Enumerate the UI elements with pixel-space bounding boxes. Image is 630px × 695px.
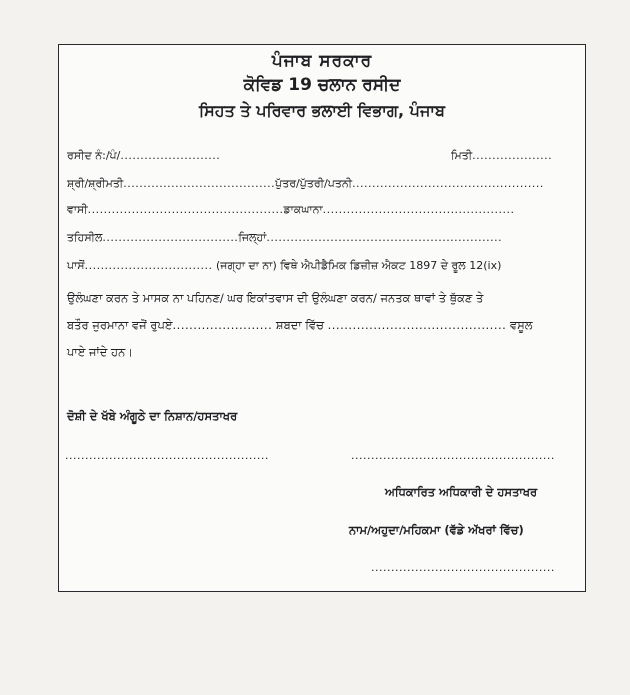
fine-words-blank[interactable]: ........................................... xyxy=(327,318,507,332)
offender-signature-line[interactable]: ................................................... xyxy=(65,449,269,462)
tehsil-row xyxy=(67,231,502,245)
name-row xyxy=(67,177,544,191)
post-office-label: ਡਾਕਘਾਨਾ xyxy=(283,203,323,216)
government-heading: ਪੰਜਾਬ ਸਰਕਾਰ xyxy=(271,51,373,71)
designation-line[interactable]: .............................................. xyxy=(371,561,555,574)
relation-blank[interactable]: ................................................ xyxy=(352,177,544,190)
date-row xyxy=(451,149,552,163)
district-blank[interactable]: ........................................................... xyxy=(266,231,503,244)
tehsil-label: ਤਹਿਸੀਲ xyxy=(67,231,103,244)
name-label: ਸ਼੍ਰੀ/ਸ਼੍ਰੀਮਤੀ xyxy=(67,177,124,190)
officer-signature-label: ਅਧਿਕਾਰਿਤ ਅਧਿਕਾਰੀ ਦੇ ਹਸਤਾਖਰ xyxy=(385,485,538,499)
challan-receipt-form xyxy=(58,44,586,592)
receipt-number-row xyxy=(67,149,220,163)
name-blank[interactable]: ...................................... xyxy=(123,177,276,190)
officer-signature-line[interactable]: ................................................... xyxy=(351,449,555,462)
fine-amount-blank[interactable]: ........................ xyxy=(172,318,273,332)
resident-row xyxy=(67,203,515,217)
fine-row xyxy=(67,312,581,339)
post-office-blank[interactable]: ................................................ xyxy=(322,203,515,216)
receipt-number-blank[interactable]: ......................... xyxy=(120,149,221,162)
closing-text: ਪਾਏ ਜਾਂਦੇ ਹਨ। xyxy=(67,345,134,359)
receipt-title: ਕੋਵਿਡ 19 ਚਲਾਨ ਰਸੀਦ xyxy=(243,75,401,95)
designation-label: ਨਾਮ/ਅਹੁਦਾ/ਮਹਿਕਮਾ (ਵੱਡੇ ਅੱਖਰਾਂ ਵਿੱਚ) xyxy=(349,523,524,537)
fine-label: ਬਤੌਰ ਜੁਰਮਾਨਾ ਵਜੋਂ ਰੁਪਏ xyxy=(67,318,173,332)
violation-paragraph xyxy=(67,285,581,366)
offender-signature-label: ਦੋਸ਼ੀ ਦੇ ਖੱਬੇ ਅੰਗੂਠੇ ਦਾ ਨਿਸ਼ਾਨ/ਹਸਤਾਖਰ xyxy=(67,409,238,423)
act-row xyxy=(67,259,501,273)
received-label: ਵਸੂਲ xyxy=(509,318,533,332)
resident-label: ਵਾਸੀ xyxy=(67,203,88,216)
in-words-label: ਸ਼ਬਦਾ ਵਿੱਚ xyxy=(275,318,324,332)
violation-text: ਉਲੰਘਣਾ ਕਰਨ ਤੇ ਮਾਸਕ ਨਾ ਪਹਿਨਣ/ ਘਰ ਇਕਾਂਤਵਾਸ ਦੀ ਉਲੰਘਣਾ ਕਰਨ/ ਜਨਤਕ ਥਾਵਾਂ ਤੇ ਥੁੱਕਣ ਤੇ xyxy=(67,291,484,305)
to-label: ਪਾਸੋਂ xyxy=(67,259,85,272)
place-act-text: (ਜਗ੍ਹਾ ਦਾ ਨਾ) ਵਿਥੇ ਐਪੀਡੈਮਿਕ ਡਿਜ਼ੀਜ਼ ਐਕਟ 1897 ਦੇ ਰੂਲ 12(ix) xyxy=(215,259,502,272)
district-label: ਜਿਲ੍ਹਾਂ xyxy=(238,231,267,244)
department-heading: ਸਿਹਤ ਤੇ ਪਰਿਵਾਰ ਭਲਾਈ ਵਿਭਾਗ, ਪੰਜਾਬ xyxy=(198,101,445,120)
relation-label: ਪੁੱਤਰ/ਪੁੱਤਰੀ/ਪਤਨੀ xyxy=(275,177,353,190)
receipt-number-label: ਰਸੀਦ ਨੰ:/ਪੰ/ xyxy=(67,149,121,162)
date-label: ਮਿਤੀ xyxy=(451,149,473,162)
date-blank[interactable]: .................... xyxy=(472,149,553,162)
to-blank[interactable]: ................................ xyxy=(84,259,213,272)
tehsil-blank[interactable]: .................................. xyxy=(102,231,239,244)
resident-blank[interactable]: ................................................. xyxy=(87,203,284,216)
